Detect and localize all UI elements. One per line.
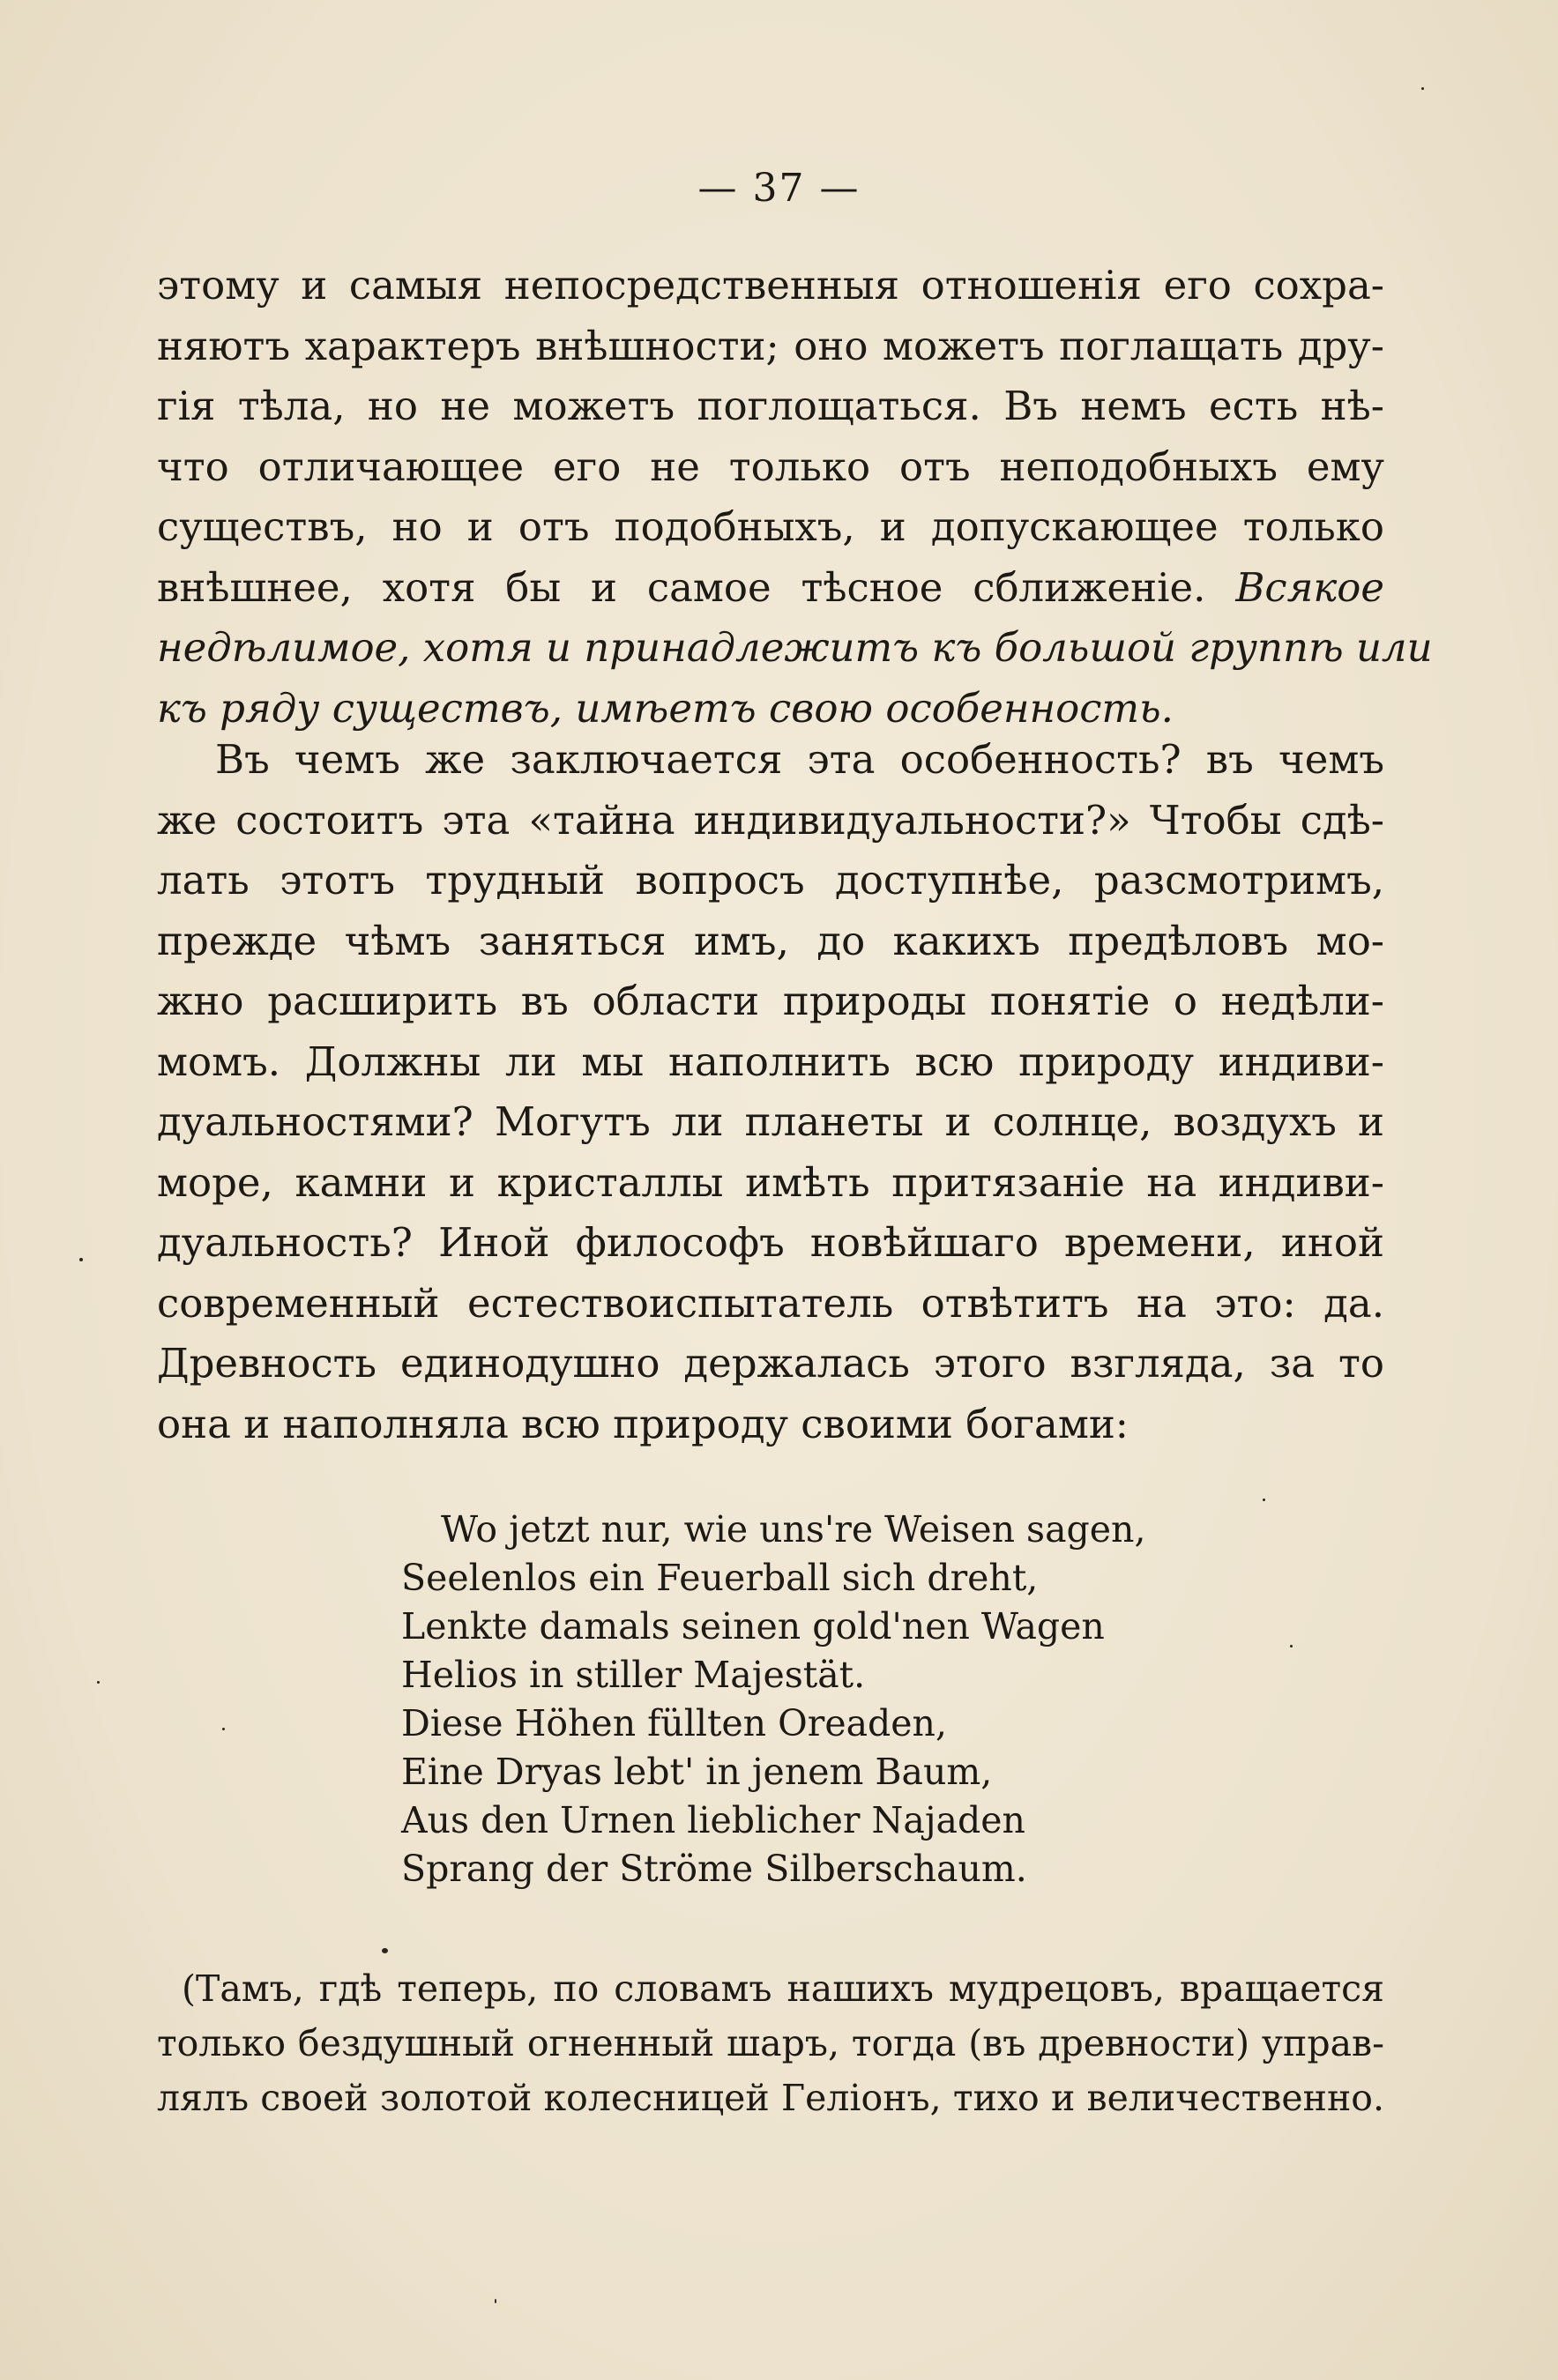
text-line: море, камни и кристаллы имѣть притязаніе на индиви-: [157, 1158, 1384, 1206]
text-line: [157, 437, 1384, 498]
text-line: она и наполняла всю природу своими богами:: [157, 1400, 1129, 1447]
ink-speck: [222, 1728, 225, 1730]
ink-speck: [1421, 87, 1424, 90]
ink-speck: [1290, 1645, 1293, 1647]
text-line: Древность единодушно держалась этого взгляда, за то: [157, 1340, 1384, 1387]
poem-line: Lenkte damals seinen gold'nen Wagen: [401, 1605, 1105, 1647]
text-segment: гія тѣла, но не можетъ поглощаться. Въ немъ есть нѣ-: [157, 383, 1384, 429]
text-segment: что отличающее его не только отъ неподобныхъ ему: [157, 443, 1384, 490]
poem-line: Eine Dryas lebt' in jenem Baum,: [401, 1751, 993, 1793]
text-line: дуальность? Иной философъ новѣйшаго времени, иной: [157, 1219, 1384, 1266]
ink-speck: [382, 1948, 388, 1953]
ink-speck: [79, 1258, 83, 1261]
text-line: лать этотъ трудный вопросъ доступнѣе, разсмотримъ,: [157, 857, 1384, 904]
text-line: [157, 376, 1384, 437]
text-segment: этому и самыя непосредственныя отношенія его сохра-: [157, 262, 1384, 309]
poem-translation: [157, 1961, 1384, 2125]
text-line: современный естествоиспытатель отвѣтитъ на это: да.: [157, 1279, 1384, 1327]
text-line: жно расширить въ области природы понятіе о недѣли-: [157, 978, 1384, 1024]
paragraph-1: [157, 256, 1433, 739]
german-poem: [401, 1506, 1145, 1893]
text-line: [157, 618, 1433, 679]
text-segment: существъ, но и отъ подобныхъ, и допускающее только: [157, 503, 1384, 550]
poem-line: Aus den Urnen lieblicher Najaden: [401, 1799, 1025, 1841]
ink-speck: [97, 1681, 100, 1684]
text-line: [157, 558, 1384, 619]
page-number: — 37 —: [697, 166, 861, 211]
poem-line: Diese Höhen füllten Oreaden,: [401, 1702, 947, 1744]
translation-line: лялъ своей золотой колесницей Геліонъ, тихо и величественно.: [157, 2077, 1384, 2119]
paragraph-2: [157, 730, 1384, 1454]
text-line: момъ. Должны ли мы наполнить всю природу индиви-: [157, 1038, 1384, 1085]
italic-text: Всякое: [1235, 563, 1384, 611]
text-line: Въ чемъ же заключается эта особенность? въ чемъ: [215, 736, 1384, 783]
ink-speck: [495, 2299, 496, 2303]
text-line: прежде чѣмъ заняться имъ, до какихъ предѣловъ мо-: [157, 917, 1384, 964]
text-segment: внѣшнее, хотя бы и самое тѣсное сближеніе.: [157, 563, 1236, 611]
text-line: [157, 316, 1384, 377]
poem-line: Helios in stiller Majestät.: [401, 1654, 866, 1696]
translation-line: (Тамъ, гдѣ теперь, по словамъ нашихъ мудрецовъ, вращается: [182, 1967, 1384, 2010]
translation-line: только бездушный огненный шаръ, тогда (въ древности) управ-: [157, 2022, 1384, 2064]
poem-line: Seelenlos ein Feuerball sich dreht,: [401, 1557, 1039, 1599]
text-segment: няютъ характеръ внѣшности; оно можетъ поглащать дру-: [157, 322, 1384, 369]
italic-text: недѣлимое, хотя и принадлежитъ къ большой группѣ или: [157, 624, 1433, 671]
text-line: дуальностями? Могутъ ли планеты и солнце, воздухъ и: [157, 1098, 1384, 1145]
text-line: [157, 497, 1384, 558]
poem-line: Wo jetzt nur, wie uns're Weisen sagen,: [441, 1508, 1146, 1551]
poem-line: Sprang der Ströme Silberschaum.: [401, 1848, 1027, 1890]
text-line: же состоитъ эта «тайна индивидуальности?» Чтобы сдѣ-: [157, 796, 1384, 844]
text-line: [157, 256, 1384, 316]
ink-speck: [1263, 1499, 1265, 1501]
italic-text: къ ряду существъ, имѣетъ свою особенность.: [157, 684, 1174, 732]
